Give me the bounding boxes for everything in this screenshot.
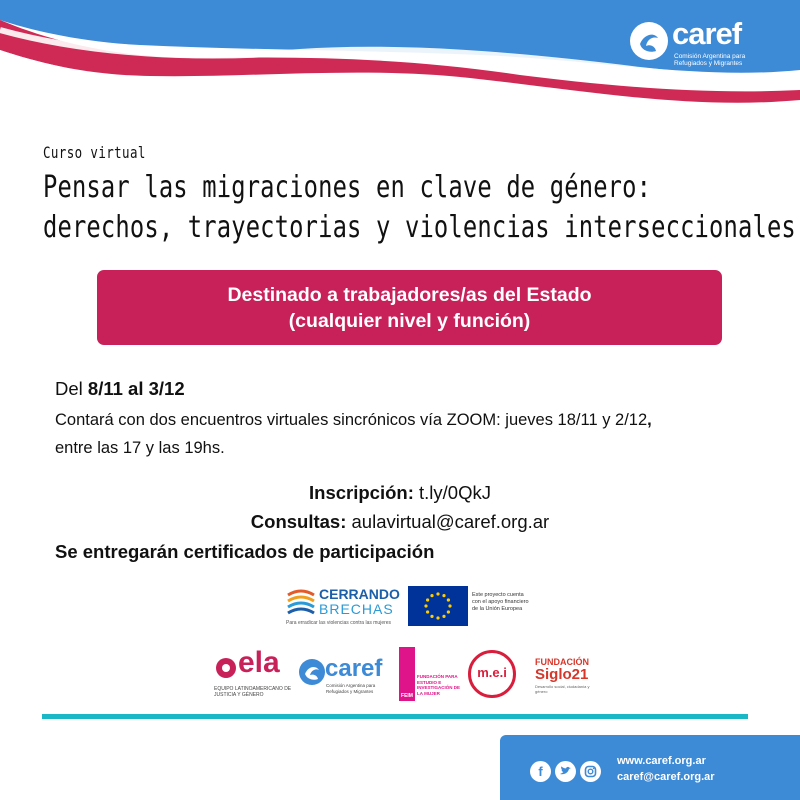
siglo21-foundation: FUNDACIÓN — [535, 657, 589, 667]
eu-star — [424, 604, 427, 607]
eu-flag-icon — [408, 586, 468, 626]
audience-line2: (cualquier nivel y función) — [288, 310, 531, 332]
caref-partner-logo — [298, 655, 388, 702]
eu-star — [436, 616, 439, 619]
eu-star — [430, 615, 433, 618]
description-end: entre las 17 y las 19hs. — [55, 439, 225, 457]
facebook-icon[interactable]: f — [530, 761, 551, 782]
feim-abbr: FEIM — [401, 693, 413, 699]
course-dates — [55, 378, 185, 400]
feim-emblem-icon — [399, 647, 415, 701]
course-title — [43, 168, 796, 248]
twitter-icon[interactable] — [555, 761, 576, 782]
description-comma: , — [647, 411, 652, 429]
course-kicker: Curso virtual — [43, 143, 146, 162]
eu-star — [447, 598, 450, 601]
dates-prefix: Del — [55, 378, 88, 399]
description-main: Contará con dos encuentros virtuales sincrónicos vía ZOOM: jueves 18/11 y 2/12 — [55, 411, 648, 429]
footer-contact-text — [617, 753, 715, 785]
inquiries-label: Consultas: — [250, 511, 347, 532]
course-title-line2: derechos, trayectorias y violencias interseccionales — [43, 210, 796, 245]
brechas-word: BRECHAS — [319, 601, 394, 617]
mei-word: m.e.i — [477, 665, 507, 680]
cerrando-tagline: Para erradicar las violencias contra las mujeres — [286, 620, 392, 626]
eu-star — [442, 594, 445, 597]
ela-logo — [214, 646, 292, 700]
siglo21-tagline: Desarrollo social, ciudadanía y género — [535, 684, 590, 694]
registration-link[interactable]: t.ly/0QkJ — [413, 482, 491, 503]
caref-partner-tagline: Comisión Argentina para Refugiados y Migrantes — [326, 683, 376, 694]
footer-website[interactable]: www.caref.org.ar — [617, 755, 706, 767]
eu-star — [448, 604, 451, 607]
certificates-note: Se entregarán certificados de participación — [55, 541, 435, 562]
divider-rule — [42, 714, 748, 719]
cerrando-brechas-logo — [286, 583, 398, 628]
mei-logo — [468, 650, 516, 698]
inquiries-line — [0, 511, 800, 533]
siglo21-name: Siglo21 — [535, 666, 589, 683]
audience-line1: Destinado a trabajadores/as del Estado — [227, 284, 592, 306]
eu-star — [436, 592, 439, 595]
eu-star — [442, 615, 445, 618]
caref-partner-word: caref — [325, 655, 383, 682]
ela-subtitle: EQUIPO LATINOAMERICANO DE JUSTICIA Y GÉNERO — [214, 686, 292, 698]
brechas-waves-icon — [286, 587, 316, 617]
eu-star — [426, 610, 429, 613]
siglo21-logo — [535, 657, 593, 701]
ela-emblem-icon — [214, 656, 238, 680]
registration-line — [0, 482, 800, 504]
eu-star — [430, 594, 433, 597]
footer-email[interactable]: caref@caref.org.ar — [617, 771, 715, 783]
caref-partner-emblem-icon — [298, 658, 326, 686]
ela-word: ela — [238, 646, 280, 679]
caref-emblem-icon — [630, 22, 668, 60]
footer-contact-panel — [500, 735, 800, 800]
course-description — [55, 406, 770, 462]
eu-star — [447, 610, 450, 613]
instagram-icon[interactable] — [580, 761, 601, 782]
caref-logo-word: caref — [672, 16, 742, 51]
eu-star — [426, 598, 429, 601]
feim-text: FUNDACIÓN PARA ESTUDIO E INVESTIGACIÓN DE LA MUJER — [417, 674, 461, 696]
course-title-line1: Pensar las migraciones en clave de género: — [43, 170, 652, 205]
registration-label: Inscripción: — [309, 482, 414, 503]
eu-support-text: Este proyecto cuenta con el apoyo financiero de la Unión Europea — [472, 592, 529, 612]
audience-banner — [97, 270, 722, 345]
caref-logo — [630, 18, 790, 70]
cerrando-word: CERRANDO — [319, 586, 400, 602]
caref-logo-tagline: Comisión Argentina para Refugiados y Migrantes — [674, 53, 746, 67]
dates-range: 8/11 al 3/12 — [87, 378, 185, 399]
inquiries-email[interactable]: aulavirtual@caref.org.ar — [346, 511, 550, 532]
